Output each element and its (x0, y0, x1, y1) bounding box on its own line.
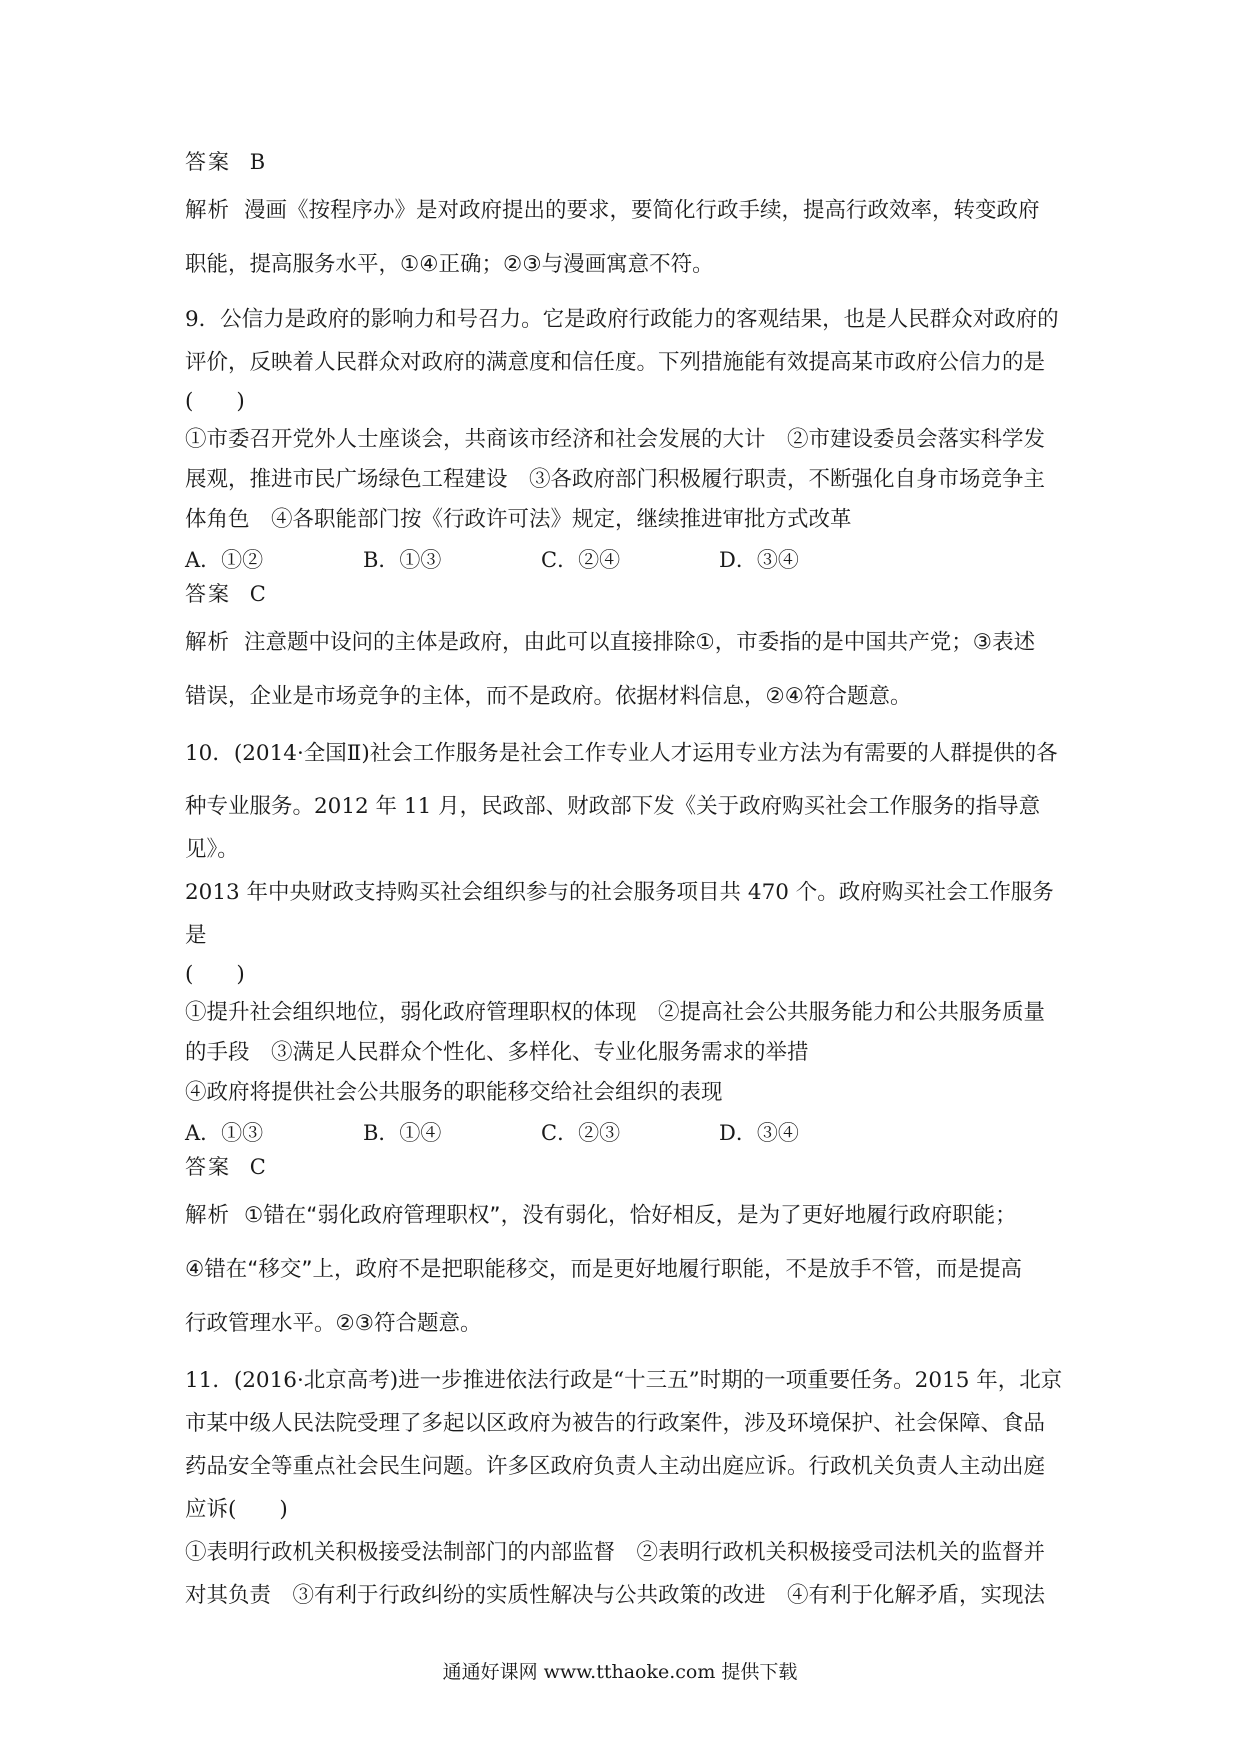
q9-items (185, 420, 1065, 540)
option-a: A．①③ (185, 1121, 264, 1145)
q8-analysis (185, 184, 1065, 292)
analysis-line: 职能，提高服务水平，①④正确；②③与漫画寓意不符。 (185, 252, 714, 277)
item-line: ④政府将提供社会公共服务的职能移交给社会组织的表现 (185, 1080, 723, 1105)
stem-line: 9．公信力是政府的影响力和号召力。它是政府行政能力的客观结果，也是人民群众对政府的 (185, 307, 1059, 332)
answer-value: C (249, 1155, 266, 1179)
q10-items (185, 993, 1065, 1113)
option-b: B．①④ (363, 1121, 442, 1145)
analysis-label: 解析 (185, 198, 231, 223)
item-line: 展观，推进市民广场绿色工程建设 ③各政府部门积极履行职责，不断强化自身市场竞争主 (185, 467, 1046, 492)
analysis-line: 行政管理水平。②③符合题意。 (185, 1311, 482, 1336)
q10-options (185, 1113, 1065, 1153)
option-d: D．③④ (719, 548, 799, 572)
analysis-line: 错误，企业是市场竞争的主体，而不是政府。依据材料信息，②④符合题意。 (185, 684, 912, 709)
analysis-line: ④错在“移交”上，政府不是把职能移交，而是更好地履行职能，不是放手不管，而是提高 (185, 1257, 1023, 1282)
q9-analysis (185, 616, 1065, 724)
q10-stem (185, 732, 1065, 993)
option-b: B．①③ (363, 548, 442, 572)
analysis-line: 解析 ①错在“弱化政府管理职权”，没有弱化，恰好相反，是为了更好地履行政府职能； (185, 1203, 1017, 1228)
q11-stem (185, 1359, 1065, 1531)
answer-label: 答案 (185, 1155, 231, 1179)
stem-line: 市某中级人民法院受理了多起以区政府为被告的行政案件，涉及环境保护、社会保障、食品 (185, 1411, 1046, 1436)
option-d: D．③④ (719, 1121, 799, 1145)
option-c: C．②③ (541, 1121, 621, 1145)
option-c: C．②④ (541, 548, 621, 572)
document-page (185, 148, 1065, 1617)
q11-items (185, 1531, 1065, 1617)
answer-value: B (249, 150, 266, 174)
analysis-line: 解析 漫画《按程序办》是对政府提出的要求，要简化行政手续，提高行政效率，转变政府 (185, 198, 1040, 223)
page-footer: 通通好课网 www.tthaoke.com 提供下载 (442, 1661, 798, 1683)
stem-line: 2013 年中央财政支持购买社会组织参与的社会服务项目共 470 个。政府购买社会工作服务是 (185, 880, 1054, 948)
answer-label: 答案 (185, 582, 231, 606)
answer-blank: ( ) (185, 389, 245, 414)
analysis-label: 解析 (185, 1203, 231, 1228)
stem-line: 应诉( ) (185, 1497, 288, 1522)
q9-answer (185, 580, 1065, 608)
analysis-line: 解析 注意题中设问的主体是政府，由此可以直接排除①，市委指的是中国共产党；③表述 (185, 630, 1036, 655)
item-line: 对其负责 ③有利于行政纠纷的实质性解决与公共政策的改进 ④有利于化解矛盾，实现法 (185, 1583, 1046, 1608)
q10-answer (185, 1153, 1065, 1181)
stem-line: 11．(2016·北京高考)进一步推进依法行政是“十三五”时期的一项重要任务。2015 年，北京 (185, 1368, 1063, 1393)
item-line: ①表明行政机关积极接受法制部门的内部监督 ②表明行政机关积极接受司法机关的监督并 (185, 1540, 1046, 1565)
q9-stem (185, 298, 1065, 420)
stem-line: 10．(2014·全国Ⅱ)社会工作服务是社会工作专业人才运用专业方法为有需要的人群提供的各 (185, 741, 1058, 766)
q8-answer (185, 148, 1065, 176)
answer-value: C (249, 582, 266, 606)
q10-analysis (185, 1189, 1065, 1351)
answer-label: 答案 (185, 150, 231, 174)
item-line: ①提升社会组织地位，弱化政府管理职权的体现 ②提高社会公共服务能力和公共服务质量 (185, 1000, 1046, 1025)
analysis-label: 解析 (185, 630, 231, 655)
stem-line: 种专业服务。2012 年 11 月，民政部、财政部下发《关于政府购买社会工作服务的指导意见》。 (185, 794, 1041, 862)
item-line: ①市委召开党外人士座谈会，共商该市经济和社会发展的大计 ②市建设委员会落实科学发 (185, 427, 1046, 452)
item-line: 的手段 ③满足人民群众个性化、多样化、专业化服务需求的举措 (185, 1040, 809, 1065)
item-line: 体角色 ④各职能部门按《行政许可法》规定，继续推进审批方式改革 (185, 507, 852, 532)
option-a: A．①② (185, 548, 264, 572)
stem-line: 评价，反映着人民群众对政府的满意度和信任度。下列措施能有效提高某市政府公信力的是 (185, 350, 1046, 375)
q9-options (185, 540, 1065, 580)
answer-blank: ( ) (185, 962, 245, 987)
stem-line: 药品安全等重点社会民生问题。许多区政府负责人主动出庭应诉。行政机关负责人主动出庭 (185, 1454, 1046, 1479)
